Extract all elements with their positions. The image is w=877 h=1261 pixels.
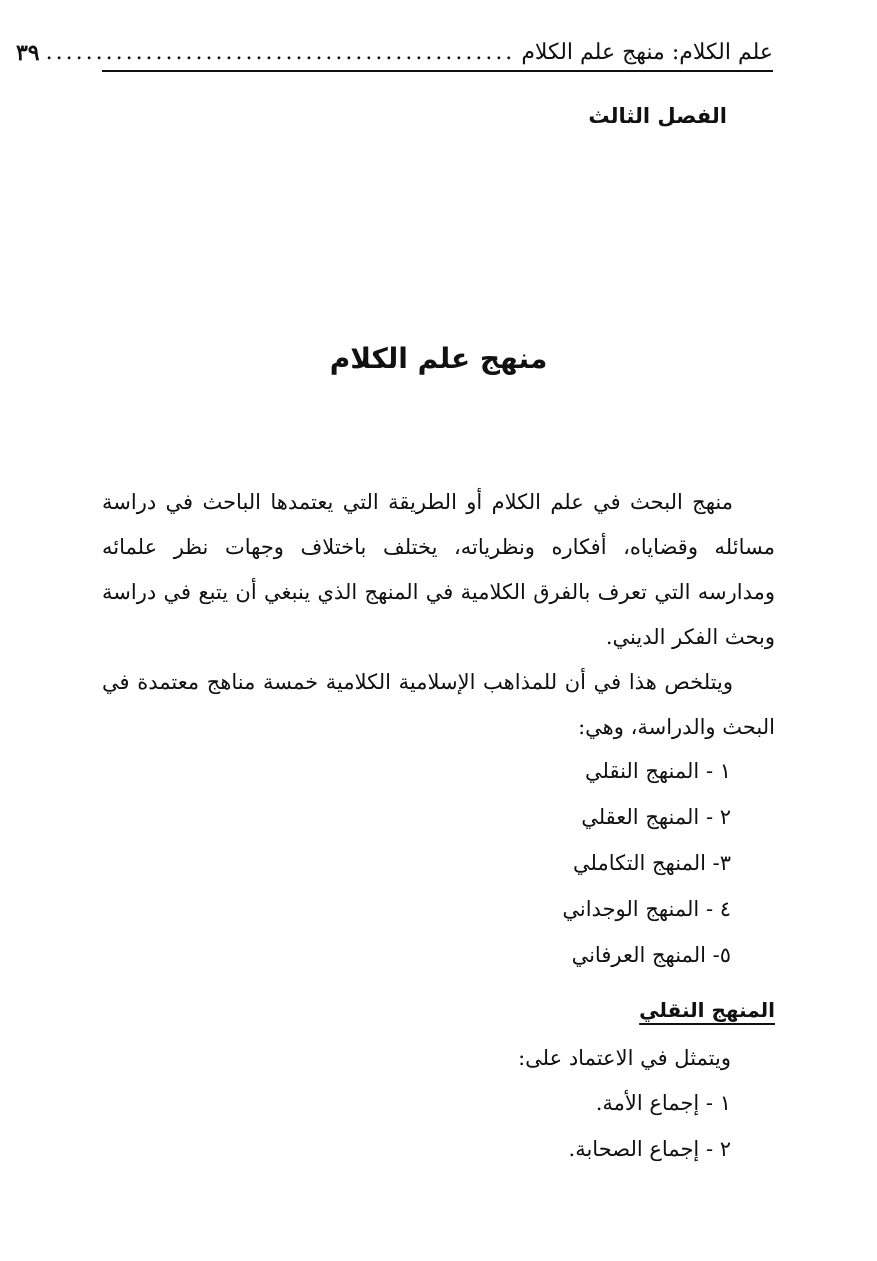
- list-item: ٤ - المنهج الوجداني: [562, 897, 731, 921]
- list-item: ١ - إجماع الأمة.: [595, 1091, 731, 1115]
- section-heading: المنهج النقلي: [639, 998, 775, 1022]
- running-header: [15, 30, 773, 72]
- page-number: ٣٩: [15, 40, 40, 66]
- list-item: ١ - المنهج النقلي: [585, 759, 731, 783]
- paragraph-2: ويتلخص هذا في أن للمذاهب الإسلامية الكلامية خمسة مناهج معتمدة في البحث والدراسة، وهي:: [102, 670, 775, 739]
- list-item: ٢ - إجماع الصحابة.: [568, 1137, 731, 1161]
- methods-list: [562, 748, 775, 978]
- body-text: [102, 480, 775, 750]
- chapter-title: منهج علم الكلام: [329, 342, 548, 375]
- list-item: ٢ - المنهج العقلي: [581, 805, 731, 829]
- paragraph-1: منهج البحث في علم الكلام أو الطريقة التي يعتمدها الباحث في دراسة مسائله وقضاياه، أفكاره ونظرياته، يختلف باختلاف وجهات نظر علمائه ومدارسه التي تعرف بالفرق الكلامية في المنهج الذي ينبغي أن يتبع في دراسة وبحث الفكر الديني.: [102, 490, 775, 649]
- section-intro: ويتمثل في الاعتماد على:: [518, 1046, 731, 1070]
- consensus-list: [569, 1080, 775, 1172]
- list-item: ٣- المنهج التكاملي: [573, 851, 731, 875]
- chapter-label: الفصل الثالث: [588, 104, 727, 128]
- running-title: علم الكلام: منهج علم الكلام: [521, 40, 773, 65]
- list-item: ٥- المنهج العرفاني: [571, 943, 731, 967]
- leader-dots: ...............................................: [45, 40, 516, 65]
